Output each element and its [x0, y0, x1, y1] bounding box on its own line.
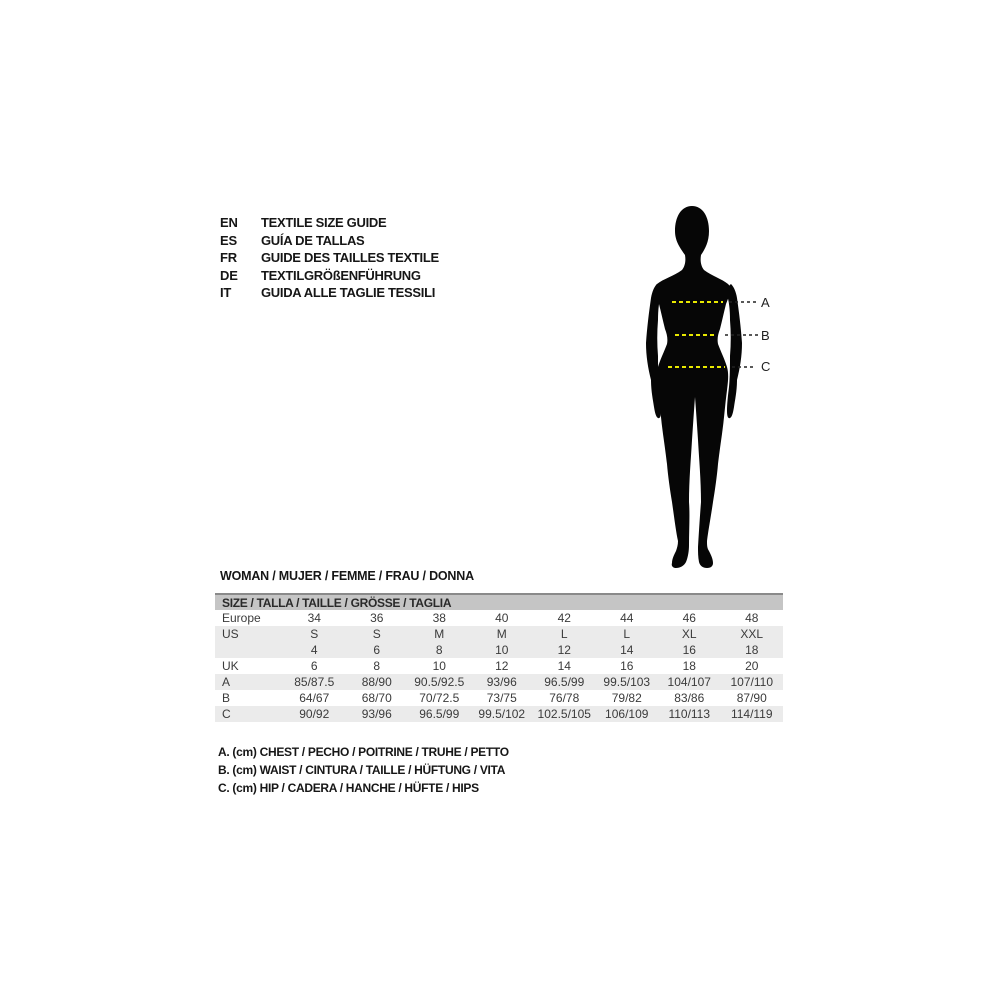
- size-value-cell: 64/67: [299, 691, 330, 705]
- language-title: TEXTILE SIZE GUIDE: [261, 215, 387, 231]
- size-value-cell: 48: [745, 611, 759, 625]
- size-value-cell: 12: [495, 659, 509, 673]
- size-value-cell: 88/90: [361, 675, 392, 689]
- size-value-cell: 114/119: [730, 707, 773, 721]
- size-value-cell: 110/113: [668, 707, 711, 721]
- size-value-cell: 76/78: [549, 691, 580, 705]
- size-value-cell: 16: [682, 643, 696, 657]
- size-value-cell: 42: [557, 611, 571, 625]
- silhouette-body: [654, 206, 731, 568]
- table-row: [215, 706, 783, 722]
- table-row: [215, 642, 783, 658]
- size-value-cell: S: [372, 627, 381, 641]
- size-value-cell: 99.5/102: [478, 707, 526, 721]
- size-value-cell: 102.5/105: [537, 707, 591, 721]
- size-value-cell: 10: [432, 659, 446, 673]
- table-row: [215, 610, 783, 626]
- size-value-cell: 90/92: [299, 707, 330, 721]
- size-value-cell: 68/70: [361, 691, 392, 705]
- size-value-cell: M: [496, 627, 507, 641]
- size-value-cell: 93/96: [361, 707, 392, 721]
- size-value-cell: 96.5/99: [544, 675, 585, 689]
- language-list: [220, 214, 439, 302]
- size-value-cell: 99.5/103: [603, 675, 651, 689]
- row-label-cell: UK: [222, 659, 239, 673]
- size-value-cell: S: [310, 627, 319, 641]
- size-value-cell: 85/87.5: [294, 675, 335, 689]
- size-value-cell: 104/107: [667, 675, 711, 689]
- language-code: IT: [220, 285, 232, 301]
- language-code: FR: [220, 250, 237, 266]
- size-value-cell: 18: [682, 659, 696, 673]
- size-table-header: SIZE / TALLA / TAILLE / GRÖSSE / TAGLIA: [215, 593, 783, 610]
- size-value-cell: 6: [310, 659, 318, 673]
- size-value-cell: 106/109: [605, 707, 649, 721]
- gender-title: WOMAN / MUJER / FEMME / FRAU / DONNA: [220, 569, 474, 583]
- row-label-cell: C: [222, 707, 231, 721]
- size-value-cell: 34: [307, 611, 321, 625]
- row-label-cell: US: [222, 627, 239, 641]
- language-title: GUIDE DES TAILLES TEXTILE: [261, 250, 439, 266]
- size-value-cell: 40: [495, 611, 509, 625]
- size-value-cell: M: [434, 627, 445, 641]
- size-table-body: [215, 610, 783, 722]
- row-label-cell: A: [222, 675, 231, 689]
- legend-line-hip: C. (cm) HIP / CADERA / HANCHE / HÜFTE / HIPS: [218, 781, 479, 795]
- size-value-cell: 38: [432, 611, 446, 625]
- size-value-cell: 87/90: [736, 691, 767, 705]
- measurement-legend: [218, 745, 509, 799]
- language-code: DE: [220, 267, 238, 283]
- language-code: EN: [220, 215, 238, 231]
- size-value-cell: 96.5/99: [419, 707, 460, 721]
- size-value-cell: 79/82: [611, 691, 642, 705]
- size-value-cell: 4: [310, 643, 318, 657]
- table-row: [215, 690, 783, 706]
- size-value-cell: 70/72.5: [419, 691, 460, 705]
- marker-label-b: B: [761, 328, 770, 343]
- size-value-cell: 93/96: [486, 675, 517, 689]
- table-row: [215, 626, 783, 642]
- size-value-cell: XL: [681, 627, 697, 641]
- silhouette-left-arm: [646, 284, 661, 418]
- language-code: ES: [220, 232, 237, 248]
- marker-label-c: C: [761, 359, 771, 374]
- figure-area: [613, 180, 813, 580]
- size-value-cell: 6: [373, 643, 381, 657]
- language-row: [220, 267, 439, 285]
- language-row: [220, 249, 439, 267]
- language-title: TEXTILGRÖßENFÜHRUNG: [261, 267, 421, 283]
- woman-silhouette-icon: [613, 180, 813, 580]
- size-value-cell: 107/110: [730, 675, 773, 689]
- size-value-cell: 10: [495, 643, 509, 657]
- language-row: [220, 232, 439, 250]
- size-value-cell: 20: [745, 659, 759, 673]
- silhouette-right-arm: [727, 284, 742, 418]
- size-value-cell: 73/75: [486, 691, 517, 705]
- size-value-cell: 90.5/92.5: [414, 675, 465, 689]
- size-value-cell: 8: [435, 643, 443, 657]
- row-label-cell: B: [222, 691, 231, 705]
- table-row: [215, 674, 783, 690]
- size-value-cell: 8: [373, 659, 381, 673]
- language-title: GUÍA DE TALLAS: [261, 232, 365, 248]
- size-table: [215, 593, 783, 722]
- language-title: GUIDA ALLE TAGLIE TESSILI: [261, 285, 436, 301]
- size-value-cell: 44: [620, 611, 634, 625]
- legend-line-chest: A. (cm) CHEST / PECHO / POITRINE / TRUHE / PETTO: [218, 745, 509, 759]
- size-value-cell: L: [560, 627, 568, 641]
- size-value-cell: 14: [620, 643, 634, 657]
- marker-label-a: A: [761, 295, 770, 310]
- size-value-cell: 36: [370, 611, 384, 625]
- size-value-cell: L: [623, 627, 631, 641]
- table-row: [215, 658, 783, 674]
- size-value-cell: 46: [682, 611, 696, 625]
- size-value-cell: 12: [557, 643, 571, 657]
- size-value-cell: 16: [620, 659, 634, 673]
- size-value-cell: 83/86: [674, 691, 705, 705]
- language-row: [220, 214, 439, 232]
- legend-line-waist: B. (cm) WAIST / CINTURA / TAILLE / HÜFTUNG / VITA: [218, 763, 506, 777]
- size-value-cell: XXL: [740, 627, 764, 641]
- language-row: [220, 284, 439, 302]
- row-label-cell: Europe: [222, 611, 261, 625]
- size-value-cell: 14: [557, 659, 571, 673]
- size-value-cell: 18: [745, 643, 759, 657]
